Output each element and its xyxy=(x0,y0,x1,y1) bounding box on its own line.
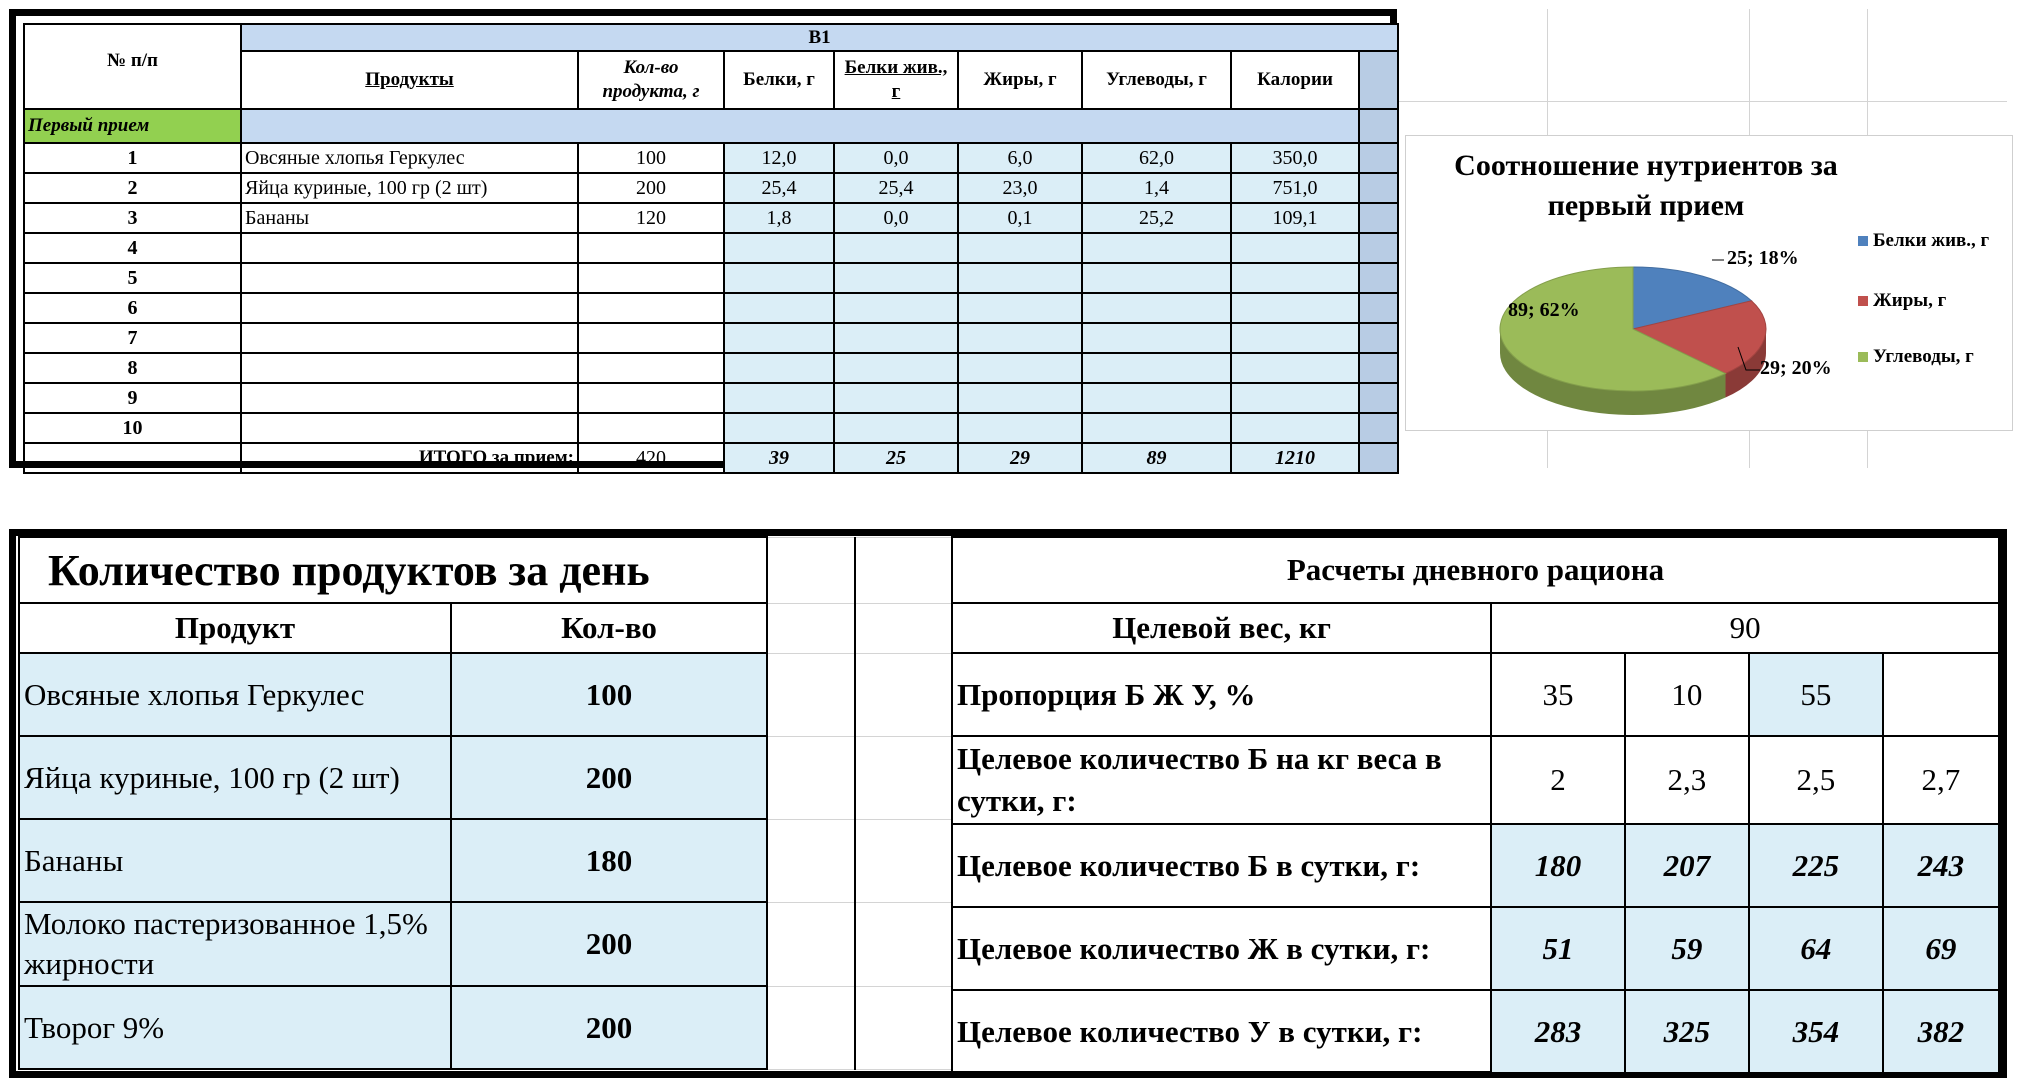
row-number: 9 xyxy=(24,383,241,413)
calories-cell[interactable] xyxy=(1231,323,1359,353)
fat-cell[interactable] xyxy=(958,263,1082,293)
day-product-name[interactable]: Бананы xyxy=(19,819,451,902)
meal-table-frame xyxy=(9,9,1397,468)
carbs-cell[interactable] xyxy=(1082,233,1231,263)
qty-cell[interactable] xyxy=(578,413,724,443)
protein-cell[interactable] xyxy=(724,353,834,383)
calories-cell[interactable] xyxy=(1231,383,1359,413)
proportion-protein[interactable]: 35 xyxy=(1491,653,1625,736)
protein-cell[interactable] xyxy=(724,263,834,293)
pie-chart-svg xyxy=(1406,136,2012,430)
empty-cell xyxy=(855,986,951,1069)
meal-row xyxy=(24,413,1398,443)
product-cell[interactable] xyxy=(241,293,578,323)
legend-swatch xyxy=(1858,296,1868,306)
pie-data-label: 25; 18% xyxy=(1727,247,1799,269)
protein-cell[interactable]: 25,4 xyxy=(724,173,834,203)
fat-cell[interactable]: 23,0 xyxy=(958,173,1082,203)
animal-protein-cell[interactable] xyxy=(834,293,958,323)
animal-protein-cell[interactable] xyxy=(834,413,958,443)
scrollbar-track[interactable] xyxy=(1359,443,1398,473)
carbs-cell[interactable]: 25,2 xyxy=(1082,203,1231,233)
empty-cell xyxy=(767,986,855,1069)
row-number: 1 xyxy=(24,143,241,173)
daily-sheet xyxy=(9,529,2007,1078)
qty-cell[interactable]: 200 xyxy=(578,173,724,203)
proportion-carbs[interactable]: 55 xyxy=(1749,653,1883,736)
protein-cell[interactable] xyxy=(724,293,834,323)
meal-table xyxy=(23,23,1399,474)
qty-cell[interactable] xyxy=(578,323,724,353)
fat-cell[interactable]: 6,0 xyxy=(958,143,1082,173)
carbs-cell[interactable]: 1,4 xyxy=(1082,173,1231,203)
section-header: В1 xyxy=(241,24,1398,51)
row-number: 3 xyxy=(24,203,241,233)
product-cell[interactable] xyxy=(241,323,578,353)
row-number: 5 xyxy=(24,263,241,293)
carbs-cell[interactable] xyxy=(1082,293,1231,323)
calories-cell[interactable] xyxy=(1231,233,1359,263)
fat-cell[interactable] xyxy=(958,353,1082,383)
scrollbar-track[interactable] xyxy=(1359,51,1398,109)
day-products-table xyxy=(18,536,952,1070)
col-header-day-qty: Кол-во xyxy=(451,603,767,653)
carbs-cell[interactable] xyxy=(1082,323,1231,353)
meal-row xyxy=(24,203,1398,233)
scrollbar-track[interactable] xyxy=(1359,173,1398,203)
pie-data-label: 89; 62% xyxy=(1508,299,1580,321)
calories-cell[interactable] xyxy=(1231,353,1359,383)
calories-cell[interactable]: 109,1 xyxy=(1231,203,1359,233)
col-header-product: Продукты xyxy=(241,51,578,109)
empty-cell xyxy=(855,736,951,819)
product-cell[interactable]: Овсяные хлопья Геркулес xyxy=(241,143,578,173)
meal-row xyxy=(24,233,1398,263)
legend-swatch xyxy=(1858,352,1868,362)
group-label: Первый прием xyxy=(24,109,241,143)
scrollbar-track[interactable] xyxy=(1359,143,1398,173)
empty-cell xyxy=(855,603,951,653)
empty-cell xyxy=(855,819,951,902)
row-number: 4 xyxy=(24,233,241,263)
qty-cell[interactable] xyxy=(578,353,724,383)
target-weight-value[interactable]: 90 xyxy=(1491,603,1999,653)
protein-day-value: 225 xyxy=(1749,824,1883,907)
qty-cell[interactable] xyxy=(578,293,724,323)
calories-cell[interactable] xyxy=(1231,413,1359,443)
scrollbar-track[interactable] xyxy=(1359,323,1398,353)
day-product-row xyxy=(19,736,951,819)
meal-row xyxy=(24,353,1398,383)
empty-cell xyxy=(767,653,855,736)
col-header-num: № п/п xyxy=(24,24,241,109)
row-number: 6 xyxy=(24,293,241,323)
proportion-label: Пропорция Б Ж У, % xyxy=(952,653,1491,736)
meal-row xyxy=(24,293,1398,323)
total-carbs: 89 xyxy=(1082,443,1231,473)
empty-cell xyxy=(767,603,855,653)
col-header-calories: Калории xyxy=(1231,51,1359,109)
scrollbar-track[interactable] xyxy=(1359,293,1398,323)
day-product-qty[interactable]: 200 xyxy=(451,986,767,1069)
fat-cell[interactable]: 0,1 xyxy=(958,203,1082,233)
fat-cell[interactable] xyxy=(958,293,1082,323)
qty-cell[interactable] xyxy=(578,233,724,263)
row-number: 10 xyxy=(24,413,241,443)
empty-cell xyxy=(767,537,855,603)
protein-cell[interactable]: 1,8 xyxy=(724,203,834,233)
proportion-fat[interactable]: 10 xyxy=(1625,653,1749,736)
animal-protein-cell[interactable]: 0,0 xyxy=(834,203,958,233)
meal-row xyxy=(24,323,1398,353)
protein-cell[interactable] xyxy=(724,323,834,353)
animal-protein-cell[interactable] xyxy=(834,323,958,353)
fat-day-value: 69 xyxy=(1883,907,1999,990)
nutrient-pie-chart[interactable] xyxy=(1405,135,2013,431)
scrollbar-track[interactable] xyxy=(1359,413,1398,443)
group-row-fill xyxy=(241,109,1359,143)
meal-row xyxy=(24,383,1398,413)
meal-sheet xyxy=(9,9,2007,468)
day-product-name[interactable]: Молоко пастеризованное 1,5% жирности xyxy=(19,902,451,986)
legend-label: Жиры, г xyxy=(1873,290,1947,311)
day-product-row xyxy=(19,819,951,902)
protein-day-value: 207 xyxy=(1625,824,1749,907)
protein-per-kg-value[interactable]: 2,3 xyxy=(1625,736,1749,824)
product-cell[interactable] xyxy=(241,383,578,413)
total-calories: 1210 xyxy=(1231,443,1359,473)
total-empty xyxy=(24,443,241,473)
total-protein: 39 xyxy=(724,443,834,473)
carbs-cell[interactable] xyxy=(1082,413,1231,443)
proportion-empty[interactable] xyxy=(1883,653,1999,736)
scrollbar-track[interactable] xyxy=(1359,383,1398,413)
calories-cell[interactable] xyxy=(1231,263,1359,293)
scrollbar-track[interactable] xyxy=(1359,353,1398,383)
animal-protein-cell[interactable] xyxy=(834,233,958,263)
qty-cell[interactable]: 120 xyxy=(578,203,724,233)
product-cell[interactable] xyxy=(241,233,578,263)
product-cell[interactable]: Яйца куриные, 100 гр (2 шт) xyxy=(241,173,578,203)
qty-cell[interactable]: 100 xyxy=(578,143,724,173)
fat-cell[interactable] xyxy=(958,323,1082,353)
animal-protein-cell[interactable]: 0,0 xyxy=(834,143,958,173)
scrollbar-track[interactable] xyxy=(1359,109,1398,143)
pie-data-label: 29; 20% xyxy=(1760,357,1832,379)
meal-row xyxy=(24,173,1398,203)
carb-day-value: 283 xyxy=(1491,990,1625,1073)
carbs-cell[interactable] xyxy=(1082,353,1231,383)
scrollbar-track[interactable] xyxy=(1359,233,1398,263)
day-product-name[interactable]: Овсяные хлопья Геркулес xyxy=(19,653,451,736)
protein-cell[interactable] xyxy=(724,413,834,443)
protein-day-value: 243 xyxy=(1883,824,1999,907)
col-header-fat: Жиры, г xyxy=(958,51,1082,109)
fat-cell[interactable] xyxy=(958,383,1082,413)
col-header-protein: Белки, г xyxy=(724,51,834,109)
scrollbar-track[interactable] xyxy=(1359,203,1398,233)
calories-cell[interactable]: 751,0 xyxy=(1231,173,1359,203)
fat-day-value: 51 xyxy=(1491,907,1625,990)
carbs-cell[interactable]: 62,0 xyxy=(1082,143,1231,173)
fat-day-value: 64 xyxy=(1749,907,1883,990)
product-cell[interactable] xyxy=(241,353,578,383)
product-cell[interactable] xyxy=(241,413,578,443)
carb-day-value: 382 xyxy=(1883,990,1999,1073)
total-animal-protein: 25 xyxy=(834,443,958,473)
col-header-qty: Кол-во продукта, г xyxy=(578,51,724,109)
day-product-row xyxy=(19,902,951,986)
product-cell[interactable]: Бананы xyxy=(241,203,578,233)
protein-per-kg-label: Целевое количество Б на кг веса в сутки, г: xyxy=(952,736,1491,824)
day-product-qty[interactable]: 200 xyxy=(451,902,767,986)
empty-cell xyxy=(855,653,951,736)
row-number: 2 xyxy=(24,173,241,203)
calories-cell[interactable]: 350,0 xyxy=(1231,143,1359,173)
qty-cell[interactable] xyxy=(578,383,724,413)
animal-protein-cell[interactable] xyxy=(834,383,958,413)
legend-label: Белки жив., г xyxy=(1873,230,1990,251)
fat-day-value: 59 xyxy=(1625,907,1749,990)
protein-per-kg-value[interactable]: 2,7 xyxy=(1883,736,1999,824)
col-header-carbs: Углеводы, г xyxy=(1082,51,1231,109)
animal-protein-cell[interactable] xyxy=(834,263,958,293)
day-products-title: Количество продуктов за день xyxy=(19,537,767,603)
protein-per-kg-value[interactable]: 2 xyxy=(1491,736,1625,824)
empty-cell xyxy=(767,736,855,819)
fat-cell[interactable] xyxy=(958,233,1082,263)
empty-cell xyxy=(855,537,951,603)
day-product-qty[interactable]: 180 xyxy=(451,819,767,902)
total-qty: 420 xyxy=(578,443,724,473)
carbs-cell[interactable] xyxy=(1082,383,1231,413)
carb-day-value: 325 xyxy=(1625,990,1749,1073)
total-label: ИТОГО за прием: xyxy=(241,443,578,473)
qty-cell[interactable] xyxy=(578,263,724,293)
legend-swatch xyxy=(1858,236,1868,246)
protein-cell[interactable] xyxy=(724,233,834,263)
col-header-animal-protein: Белки жив., г xyxy=(834,51,958,109)
carb-day-label: Целевое количество У в сутки, г: xyxy=(952,990,1491,1073)
calories-cell[interactable] xyxy=(1231,293,1359,323)
protein-per-kg-value[interactable]: 2,5 xyxy=(1749,736,1883,824)
row-number: 7 xyxy=(24,323,241,353)
legend-label: Углеводы, г xyxy=(1873,346,1974,367)
ration-calc-title: Расчеты дневного рациона xyxy=(952,537,1999,603)
protein-day-label: Целевое количество Б в сутки, г: xyxy=(952,824,1491,907)
product-cell[interactable] xyxy=(241,263,578,293)
day-product-qty[interactable]: 100 xyxy=(451,653,767,736)
empty-cell xyxy=(767,902,855,986)
protein-cell[interactable]: 12,0 xyxy=(724,143,834,173)
day-product-row xyxy=(19,986,951,1069)
target-weight-label: Целевой вес, кг xyxy=(952,603,1491,653)
scrollbar-track[interactable] xyxy=(1359,263,1398,293)
row-number: 8 xyxy=(24,353,241,383)
animal-protein-cell[interactable]: 25,4 xyxy=(834,173,958,203)
carbs-cell[interactable] xyxy=(1082,263,1231,293)
day-product-row xyxy=(19,653,951,736)
day-product-qty[interactable]: 200 xyxy=(451,736,767,819)
day-product-name[interactable]: Яйца куриные, 100 гр (2 шт) xyxy=(19,736,451,819)
day-product-name[interactable]: Творог 9% xyxy=(19,986,451,1069)
col-header-day-product: Продукт xyxy=(19,603,451,653)
empty-cell xyxy=(855,902,951,986)
fat-cell[interactable] xyxy=(958,413,1082,443)
empty-cell xyxy=(767,819,855,902)
protein-day-value: 180 xyxy=(1491,824,1625,907)
fat-day-label: Целевое количество Ж в сутки, г: xyxy=(952,907,1491,990)
total-fat: 29 xyxy=(958,443,1082,473)
chart-title: Соотношение нутриентов за первый прием xyxy=(1454,149,1838,222)
ration-calc-table xyxy=(951,536,2000,1074)
protein-cell[interactable] xyxy=(724,383,834,413)
animal-protein-cell[interactable] xyxy=(834,353,958,383)
carb-day-value: 354 xyxy=(1749,990,1883,1073)
meal-row xyxy=(24,143,1398,173)
meal-row xyxy=(24,263,1398,293)
